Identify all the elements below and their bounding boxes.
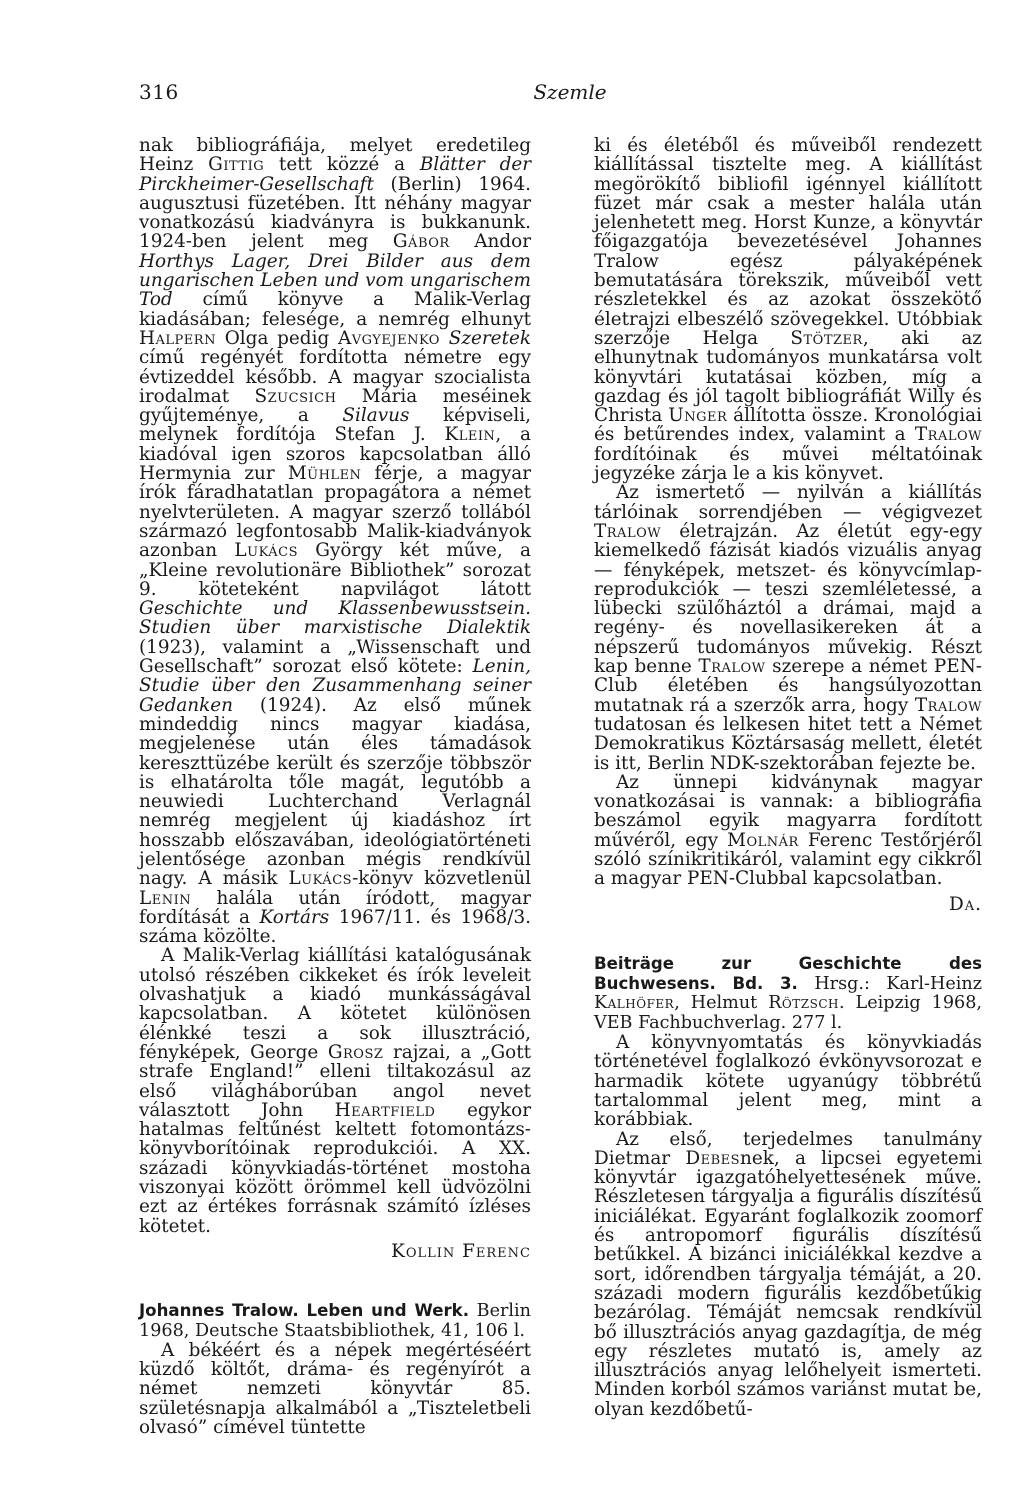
paragraph: A könyvnyomtatás és könyvkiadás történetével foglalkozó évkönyvsorozat e harmadik kötete ugyanúgy többrétű tartalommal jelent meg, mint a korábbiak. xyxy=(594,1032,982,1131)
paragraph: Az ismertető — nyilván a kiállítás tárlóinak sorrendjében — végigvezet Tralow életrajzán. Az életút egy-egy kiemelkedő fázisát kiadós vizuális anyag — fényképek, metszet- és könyvcímlap-reprodukciók — teszi szemléletessé, a lübecki szülőháztól a drámai, majd a regény- és novellasikereken át a népszerű tudományos művekig. Részt kap benne Tralow szerepe a német PEN-Club életében és hangsúlyozottan mutatnak rá a szerzők arra, hogy Tralow tudatosan és lelkesen hitet tett a Német Demokratikus Köztársaság mellett, életét is itt, Berlin NDK-szektorában fejezte be. xyxy=(594,482,982,774)
signature: Da. xyxy=(949,893,982,915)
paragraph: Az ünnepi kidványnak magyar vonatkozásai is vannak: a bibliográfia beszámol egyik magyarra fordított művéről, egy Molnár Ferenc Testőrjéről szóló színikritikáról, valamint egy cikkről a magyar PEN-Clubbal kapcsolatban. xyxy=(594,771,982,890)
paragraph: Az első, terjedelmes tanulmány Dietmar Debesnek, a lipcsei egyetemi könyvtár igazgatóhelyettesének műve. Részletesen tárgyalja a figurális díszítésű iniciálékat. Egyaránt foglalkozik zoomorf és antropomorf figurális díszítésű betűkkel. A bizánci iniciálékkal kezdve a sort, időrendben tárgyalja témáját, a 20. századi modern figurális kezdőbetűkig bezárólag. Témáját nemcsak rendkívül bő illusztrációs anyag gazdagítja, de még egy részletes mutató is, amely az illusztrációs anyag lelőhelyeit ismerteti. Minden korból számos variánst mutat be, olyan kezdőbetű- xyxy=(594,1128,982,1420)
right-column xyxy=(594,136,982,1419)
running-title: Szemle xyxy=(533,80,607,104)
paragraph: ki és életéből és műveiből rendezett kiállítással tisztelte meg. A kiállítást megörökítő bibliofil igénnyel kiállított füzet már csak a mester halála után jelenhetett meg. Horst Kunze, a könyvtár főigazgatója bevezetésével Johannes Tralow egész pályaképének bemutatására törekszik, műveiből vett részletekkel és az azokat összekötő életrajzi elbeszélő szövegekkel. Utóbbiak szerzője Helga Stötzer, aki az elhunytnak tudományos munkatársa volt könyvtári kutatásai közben, míg a gazdag és jól tagolt bibliográfiát Willy és Christa Unger állította össze. Kronológiai és betűrendes index, valamint a Tralow fordítóinak és művei méltatóinak jegyzéke zárja le a kis könyvet. xyxy=(594,135,982,485)
entry-heading: Beiträge zur Geschichte des Buchwesens. Bd. 3. Hrsg.: Karl-Heinz Kalhöfer, Helmut Rötzsch. Leipzig 1968, VEB Fachbuchverlag. 277 l. xyxy=(594,953,982,1033)
paragraph: A Malik-Verlag kiállítási katalógusának utolsó részében cikkeket és írók leveleit olvashatjuk a kiadó munkásságával kapcsolatban. A kötetet különösen élénkké teszi a sok illusztráció, fényképek, George Grosz rajzai, a „Gott strafe England!” elleni tiltakozásul az első világháborúban angol nevet választott John Heartfield egykor hatalmas feltűnést keltett fotomontázs-könyvborítóinak reprodukciói. A XX. századi könyvkiadás-történet mostoha viszonyai között örömmel kell üdvözölni ezt az értékes forrásnak számító ízléses kötetet. xyxy=(139,945,531,1237)
left-column xyxy=(139,136,531,1437)
signature: Kollin Ferenc xyxy=(391,1240,531,1262)
paragraph: nak bibliográfiája, melyet eredetileg Heinz Gittig tett közzé a Blätter der Pirckheimer-Gesellschaft (Berlin) 1964. augusztusi füzetében. Itt néhány magyar vonatkozású kiadványra is bukkanunk. 1924-ben jelent meg Gábor Andor Horthys Lager, Drei Bilder aus dem ungarischen Leben und vom ungarischem Tod című könyve a Malik-Verlag kiadásában; felesége, a nemrég elhunyt Halpern Olga pedig Avgyejenko Szeretek című regényét fordította németre egy évtizeddel később. A magyar szocialista irodalmat Szucsich Mária meséinek gyűjteménye, a Silavus képviseli, melynek fordítója Stefan J. Klein, a kiadóval igen szoros kapcsolatban álló Hermynia zur Mühlen férje, a magyar írók fáradhatatlan propagátora a német nyelvterületen. A magyar szerző tollából származó legfontosabb Malik-kiadványok azonban Lukács György két műve, a „Kleine revolutionäre Bibliothek” sorozat 9. köteteként napvilágot látott Geschichte und Klassenbewusstsein. Studien über marxistische Dialektik (1923), valamint a „Wissenschaft und Gesellschaft” sorozat első kötete: Lenin, Studie über den Zusammenhang seiner Gedanken (1924). Az első műnek mindeddig nincs magyar kiadása, megjelenése után éles támadások kereszttüzébe került és szerzője többször is elhatárolta tőle magát, legutóbb a neuwiedi Luchterchand Verlagnál nemrég megjelent új kiadáshoz írt hosszabb előszavában, ideológiatörténeti jelentősége azonban mégis rendkívül nagy. A másik Lukács-könyv közvetlenül Lenin halála után íródott, magyar fordítását a Kortárs 1967/11. és 1968/3. száma közölte. xyxy=(139,135,532,948)
page-number: 316 xyxy=(139,80,179,104)
entry-heading: Johannes Tralow. Leben und Werk. Berlin 1968, Deutsche Staatsbibliothek, 41, 106 l. xyxy=(139,1301,531,1341)
paragraph: A békéért és a népek megértéséért küzdő költőt, dráma- és regényírót a német nemzeti könyvtár 85. születésnapja alkalmából a „Tiszteletbeli olvasó” címével tüntette xyxy=(139,1339,531,1438)
